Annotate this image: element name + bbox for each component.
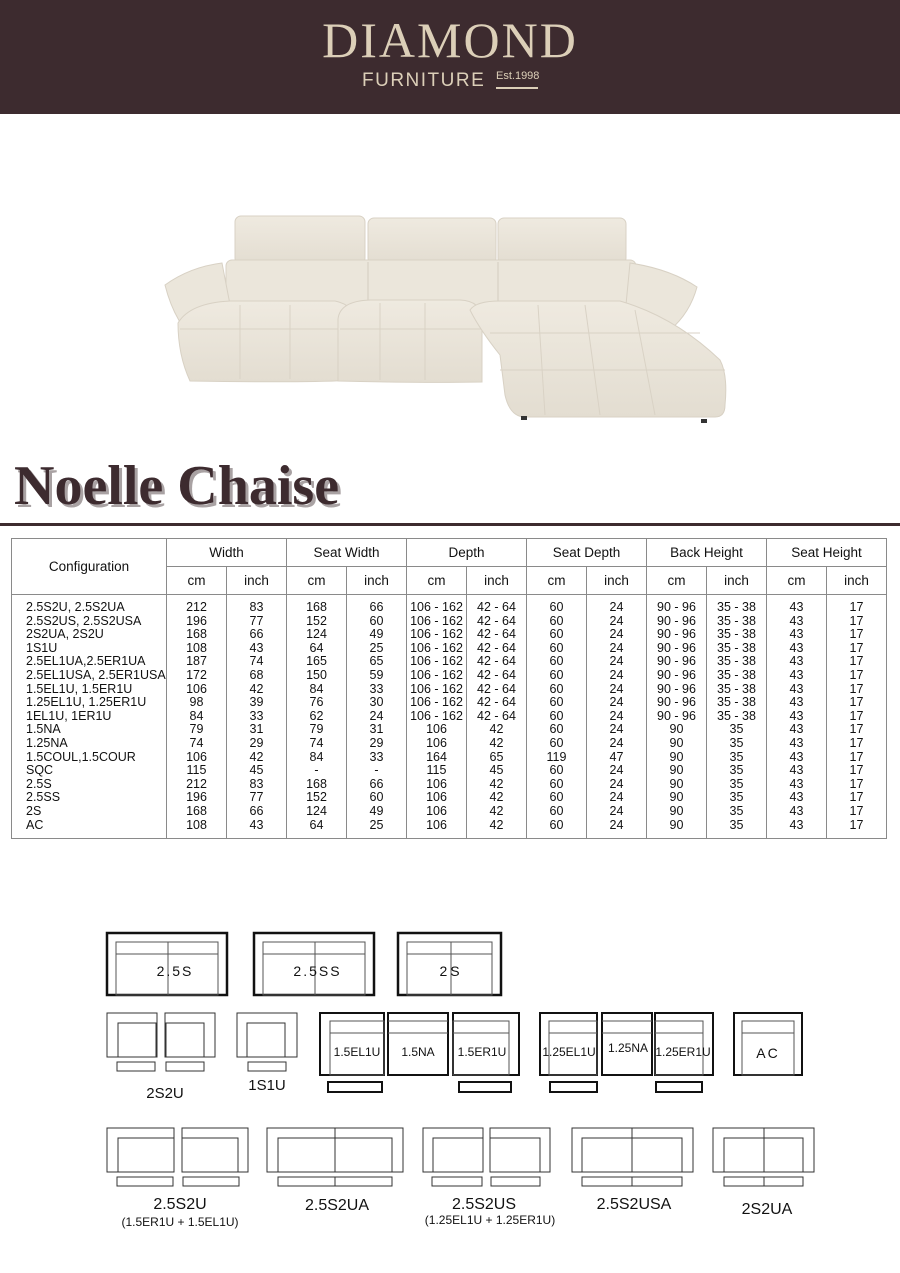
value-cell: 30: [347, 696, 407, 710]
value-cell: 43: [767, 642, 827, 656]
value-cell: 90 - 96: [647, 683, 707, 697]
unit-inch: inch: [587, 567, 647, 595]
value-cell: 17: [827, 628, 887, 642]
value-cell: 115: [167, 764, 227, 778]
table-row: [12, 615, 887, 629]
value-cell: 43: [767, 628, 827, 642]
diagram-label-ac: AC: [756, 1045, 780, 1061]
value-cell: 43: [767, 791, 827, 805]
diagram-sub-2-5s2u: (1.5ER1U + 1.5EL1U): [121, 1215, 239, 1229]
diagram-2-5s2us: [423, 1128, 550, 1186]
value-cell: 106: [407, 723, 467, 737]
value-cell: 42 - 64: [467, 696, 527, 710]
value-cell: 35: [707, 791, 767, 805]
value-cell: 90: [647, 791, 707, 805]
brand-est-underline: [496, 87, 538, 89]
diagram-sub-2-5s2us: (1.25EL1U + 1.25ER1U): [424, 1213, 556, 1227]
table-row: [12, 791, 887, 805]
value-cell: 74: [167, 737, 227, 751]
value-cell: 84: [167, 710, 227, 724]
value-cell: 43: [767, 723, 827, 737]
value-cell: 35: [707, 819, 767, 839]
value-cell: 42: [227, 683, 287, 697]
table-row: [12, 669, 887, 683]
value-cell: 24: [587, 642, 647, 656]
value-cell: 90 - 96: [647, 642, 707, 656]
value-cell: 106 - 162: [407, 628, 467, 642]
config-cell: 2.5EL1UA,2.5ER1UA: [12, 655, 167, 669]
value-cell: 43: [767, 615, 827, 629]
value-cell: 74: [227, 655, 287, 669]
value-cell: 42 - 64: [467, 642, 527, 656]
config-cell: AC: [12, 819, 167, 839]
unit-cm: cm: [767, 567, 827, 595]
value-cell: 124: [287, 805, 347, 819]
value-cell: 43: [767, 595, 827, 615]
diagram-2-5s2ua: [267, 1128, 403, 1186]
value-cell: 42 - 64: [467, 628, 527, 642]
diagram-label-2-5s2ua: 2.5S2UA: [304, 1197, 370, 1214]
value-cell: 35 - 38: [707, 696, 767, 710]
table-row: [12, 696, 887, 710]
value-cell: 60: [527, 669, 587, 683]
value-cell: 66: [227, 628, 287, 642]
value-cell: 24: [587, 683, 647, 697]
value-cell: 24: [587, 696, 647, 710]
value-cell: 60: [527, 778, 587, 792]
value-cell: 66: [347, 595, 407, 615]
group-header-seat-depth: Seat Depth: [527, 539, 647, 567]
diagram-label-1-25na: 1.25NA: [607, 1041, 649, 1055]
value-cell: 60: [527, 791, 587, 805]
unit-cm: cm: [287, 567, 347, 595]
value-cell: 83: [227, 778, 287, 792]
value-cell: 106 - 162: [407, 615, 467, 629]
value-cell: 25: [347, 642, 407, 656]
value-cell: 29: [347, 737, 407, 751]
value-cell: 24: [587, 655, 647, 669]
diagram-2-5s2usa: [572, 1128, 693, 1186]
config-cell: 1.25NA: [12, 737, 167, 751]
value-cell: 90 - 96: [647, 710, 707, 724]
value-cell: 168: [287, 778, 347, 792]
group-header-seat-height: Seat Height: [767, 539, 887, 567]
unit-cm: cm: [167, 567, 227, 595]
value-cell: 17: [827, 819, 887, 839]
value-cell: 68: [227, 669, 287, 683]
value-cell: 35 - 38: [707, 642, 767, 656]
value-cell: 106: [407, 778, 467, 792]
value-cell: 119: [527, 751, 587, 765]
value-cell: 76: [287, 696, 347, 710]
value-cell: 24: [347, 710, 407, 724]
value-cell: 17: [827, 642, 887, 656]
value-cell: 24: [587, 615, 647, 629]
table-row: [12, 764, 887, 778]
value-cell: 42: [467, 791, 527, 805]
value-cell: 90 - 96: [647, 696, 707, 710]
value-cell: 17: [827, 595, 887, 615]
value-cell: 90 - 96: [647, 615, 707, 629]
value-cell: 90: [647, 737, 707, 751]
value-cell: 42 - 64: [467, 710, 527, 724]
value-cell: 60: [527, 723, 587, 737]
value-cell: 17: [827, 683, 887, 697]
value-cell: 74: [287, 737, 347, 751]
value-cell: 43: [767, 669, 827, 683]
value-cell: 62: [287, 710, 347, 724]
value-cell: 212: [167, 595, 227, 615]
value-cell: 90: [647, 764, 707, 778]
value-cell: 60: [347, 791, 407, 805]
value-cell: 17: [827, 778, 887, 792]
value-cell: 60: [527, 655, 587, 669]
value-cell: 43: [767, 655, 827, 669]
value-cell: 152: [287, 791, 347, 805]
value-cell: 115: [407, 764, 467, 778]
value-cell: 106: [167, 683, 227, 697]
value-cell: 165: [287, 655, 347, 669]
value-cell: 24: [587, 805, 647, 819]
diagram-label-2s2u: 2S2U: [146, 1085, 184, 1102]
value-cell: 60: [527, 595, 587, 615]
value-cell: 79: [287, 723, 347, 737]
value-cell: 35: [707, 751, 767, 765]
value-cell: 65: [467, 751, 527, 765]
value-cell: 35 - 38: [707, 628, 767, 642]
brand-subtitle: FURNITURE: [362, 70, 486, 91]
diagram-label-2-5ss: 2.5SS: [293, 963, 342, 979]
value-cell: 43: [767, 819, 827, 839]
value-cell: 98: [167, 696, 227, 710]
table-row: [12, 778, 887, 792]
config-header: Configuration: [12, 539, 167, 595]
diagram-ac: [734, 1013, 802, 1075]
value-cell: 35 - 38: [707, 683, 767, 697]
config-cell: 2S: [12, 805, 167, 819]
value-cell: 17: [827, 723, 887, 737]
value-cell: 35 - 38: [707, 655, 767, 669]
value-cell: 35 - 38: [707, 710, 767, 724]
value-cell: 43: [767, 751, 827, 765]
value-cell: 43: [767, 737, 827, 751]
unit-inch: inch: [227, 567, 287, 595]
value-cell: 90 - 96: [647, 669, 707, 683]
diagram-label-1-25er1u: 1.25ER1U: [655, 1045, 711, 1059]
value-cell: 45: [227, 764, 287, 778]
value-cell: 24: [587, 723, 647, 737]
value-cell: 24: [587, 669, 647, 683]
value-cell: 90: [647, 778, 707, 792]
value-cell: 90: [647, 723, 707, 737]
value-cell: 106: [407, 819, 467, 839]
dimensions-table: [11, 538, 887, 839]
value-cell: 77: [227, 615, 287, 629]
value-cell: 64: [287, 642, 347, 656]
table-row: [12, 710, 887, 724]
diagram-label-2-5s2u: 2.5S2U: [153, 1196, 207, 1213]
value-cell: 106: [167, 751, 227, 765]
value-cell: 106: [407, 737, 467, 751]
value-cell: 43: [767, 710, 827, 724]
diagram-label-2s: 2S: [439, 963, 463, 979]
value-cell: 108: [167, 642, 227, 656]
unit-cm: cm: [647, 567, 707, 595]
value-cell: 106: [407, 805, 467, 819]
brand-established: Est.1998: [496, 70, 540, 82]
value-cell: 42 - 64: [467, 655, 527, 669]
table-row: [12, 737, 887, 751]
value-cell: 196: [167, 791, 227, 805]
config-cell: SQC: [12, 764, 167, 778]
value-cell: 43: [767, 778, 827, 792]
value-cell: 42: [467, 778, 527, 792]
diagram-label-1-5er1u: 1.5ER1U: [457, 1045, 507, 1059]
value-cell: 59: [347, 669, 407, 683]
value-cell: 42: [467, 819, 527, 839]
table-row: [12, 723, 887, 737]
value-cell: 43: [227, 819, 287, 839]
value-cell: 60: [527, 710, 587, 724]
value-cell: 24: [587, 710, 647, 724]
dimensions-table-body: [12, 595, 887, 839]
value-cell: 77: [227, 791, 287, 805]
config-cell: 2S2UA, 2S2U: [12, 628, 167, 642]
value-cell: 49: [347, 628, 407, 642]
value-cell: 43: [767, 764, 827, 778]
table-row: [12, 595, 887, 615]
value-cell: 24: [587, 737, 647, 751]
value-cell: 60: [527, 683, 587, 697]
diagram-label-1-25el1u: 1.25EL1U: [542, 1045, 596, 1059]
value-cell: 168: [167, 805, 227, 819]
value-cell: 106 - 162: [407, 655, 467, 669]
value-cell: 187: [167, 655, 227, 669]
diagram-label-2-5s: 2.5S: [156, 963, 194, 979]
value-cell: 43: [767, 805, 827, 819]
value-cell: 172: [167, 669, 227, 683]
value-cell: 196: [167, 615, 227, 629]
diagram-label-1s1u: 1S1U: [248, 1077, 286, 1094]
value-cell: 42 - 64: [467, 669, 527, 683]
table-row: [12, 819, 887, 839]
unit-inch: inch: [707, 567, 767, 595]
value-cell: 60: [527, 642, 587, 656]
value-cell: 35: [707, 764, 767, 778]
value-cell: 60: [347, 615, 407, 629]
value-cell: 24: [587, 819, 647, 839]
diagram-label-2-5s2us: 2.5S2US: [451, 1196, 517, 1213]
value-cell: 66: [347, 778, 407, 792]
value-cell: 83: [227, 595, 287, 615]
product-image: [160, 205, 740, 435]
value-cell: -: [287, 764, 347, 778]
diagram-1s1u: [237, 1013, 297, 1071]
value-cell: 42: [467, 723, 527, 737]
value-cell: 168: [167, 628, 227, 642]
unit-inch: inch: [347, 567, 407, 595]
value-cell: 90 - 96: [647, 655, 707, 669]
value-cell: 90: [647, 751, 707, 765]
brand-header: [0, 0, 900, 114]
value-cell: 43: [767, 696, 827, 710]
table-row: [12, 683, 887, 697]
diagram-label-2-5s2usa: 2.5S2USA: [596, 1196, 672, 1213]
value-cell: 108: [167, 819, 227, 839]
value-cell: 60: [527, 805, 587, 819]
table-row: [12, 642, 887, 656]
value-cell: 90 - 96: [647, 628, 707, 642]
config-cell: 1EL1U, 1ER1U: [12, 710, 167, 724]
value-cell: 150: [287, 669, 347, 683]
value-cell: 42 - 64: [467, 595, 527, 615]
value-cell: 35: [707, 778, 767, 792]
value-cell: 90: [647, 805, 707, 819]
config-cell: 1.5EL1U, 1.5ER1U: [12, 683, 167, 697]
config-cell: 2.5SS: [12, 791, 167, 805]
value-cell: 106 - 162: [407, 595, 467, 615]
value-cell: 24: [587, 764, 647, 778]
group-header-depth: Depth: [407, 539, 527, 567]
config-cell: 2.5S2US, 2.5S2USA: [12, 615, 167, 629]
value-cell: 35: [707, 737, 767, 751]
value-cell: 79: [167, 723, 227, 737]
title-divider: [0, 523, 900, 526]
product-title: Noelle Chaise: [14, 455, 340, 517]
value-cell: 17: [827, 669, 887, 683]
value-cell: 66: [227, 805, 287, 819]
value-cell: 42: [227, 751, 287, 765]
value-cell: 124: [287, 628, 347, 642]
value-cell: 33: [227, 710, 287, 724]
value-cell: 17: [827, 655, 887, 669]
config-cell: 2.5S2U, 2.5S2UA: [12, 595, 167, 615]
value-cell: 25: [347, 819, 407, 839]
value-cell: 106 - 162: [407, 642, 467, 656]
value-cell: 35 - 38: [707, 669, 767, 683]
value-cell: 17: [827, 791, 887, 805]
value-cell: 49: [347, 805, 407, 819]
value-cell: 60: [527, 764, 587, 778]
config-cell: 2.5EL1USA, 2.5ER1USA: [12, 669, 167, 683]
config-cell: 1S1U: [12, 642, 167, 656]
value-cell: 17: [827, 696, 887, 710]
table-row: [12, 628, 887, 642]
value-cell: 84: [287, 751, 347, 765]
diagram-label-1-5el1u: 1.5EL1U: [333, 1045, 381, 1059]
value-cell: 17: [827, 615, 887, 629]
value-cell: 106 - 162: [407, 683, 467, 697]
value-cell: 35: [707, 723, 767, 737]
value-cell: 106 - 162: [407, 669, 467, 683]
value-cell: 42 - 64: [467, 615, 527, 629]
diagram-2s2ua: [713, 1128, 814, 1186]
value-cell: 24: [587, 595, 647, 615]
value-cell: 60: [527, 615, 587, 629]
diagram-label-1-5na: 1.5NA: [401, 1045, 435, 1059]
table-row: [12, 805, 887, 819]
value-cell: 106: [407, 791, 467, 805]
config-cell: 1.5COUL,1.5COUR: [12, 751, 167, 765]
value-cell: 84: [287, 683, 347, 697]
value-cell: 60: [527, 819, 587, 839]
value-cell: 17: [827, 764, 887, 778]
diagram-label-2s2ua: 2S2UA: [741, 1201, 793, 1218]
value-cell: 24: [587, 778, 647, 792]
value-cell: 212: [167, 778, 227, 792]
value-cell: 65: [347, 655, 407, 669]
value-cell: 47: [587, 751, 647, 765]
value-cell: 60: [527, 628, 587, 642]
value-cell: 17: [827, 805, 887, 819]
value-cell: 106 - 162: [407, 696, 467, 710]
brand-name: DIAMOND: [322, 12, 578, 68]
value-cell: 24: [587, 628, 647, 642]
value-cell: 42 - 64: [467, 683, 527, 697]
group-header-width: Width: [167, 539, 287, 567]
value-cell: 33: [347, 751, 407, 765]
value-cell: 43: [227, 642, 287, 656]
value-cell: 152: [287, 615, 347, 629]
value-cell: 42: [467, 805, 527, 819]
value-cell: 90: [647, 819, 707, 839]
config-cell: 2.5S: [12, 778, 167, 792]
value-cell: 29: [227, 737, 287, 751]
value-cell: 17: [827, 710, 887, 724]
diagram-2s2u: [107, 1013, 215, 1071]
value-cell: 17: [827, 737, 887, 751]
group-header-seat-width: Seat Width: [287, 539, 407, 567]
value-cell: 43: [767, 683, 827, 697]
value-cell: 60: [527, 737, 587, 751]
value-cell: 106 - 162: [407, 710, 467, 724]
value-cell: 35 - 38: [707, 595, 767, 615]
unit-cm: cm: [527, 567, 587, 595]
unit-cm: cm: [407, 567, 467, 595]
value-cell: -: [347, 764, 407, 778]
value-cell: 64: [287, 819, 347, 839]
value-cell: 33: [347, 683, 407, 697]
value-cell: 45: [467, 764, 527, 778]
value-cell: 35 - 38: [707, 615, 767, 629]
table-row: [12, 751, 887, 765]
value-cell: 24: [587, 791, 647, 805]
value-cell: 90 - 96: [647, 595, 707, 615]
value-cell: 35: [707, 805, 767, 819]
unit-inch: inch: [467, 567, 527, 595]
unit-inch: inch: [827, 567, 887, 595]
value-cell: 164: [407, 751, 467, 765]
value-cell: 60: [527, 696, 587, 710]
value-cell: 42: [467, 737, 527, 751]
diagram-2-5s2u: [107, 1128, 248, 1186]
value-cell: 168: [287, 595, 347, 615]
value-cell: 17: [827, 751, 887, 765]
config-cell: 1.25EL1U, 1.25ER1U: [12, 696, 167, 710]
config-cell: 1.5NA: [12, 723, 167, 737]
value-cell: 31: [227, 723, 287, 737]
value-cell: 39: [227, 696, 287, 710]
group-header-back-height: Back Height: [647, 539, 767, 567]
table-row: [12, 655, 887, 669]
value-cell: 31: [347, 723, 407, 737]
